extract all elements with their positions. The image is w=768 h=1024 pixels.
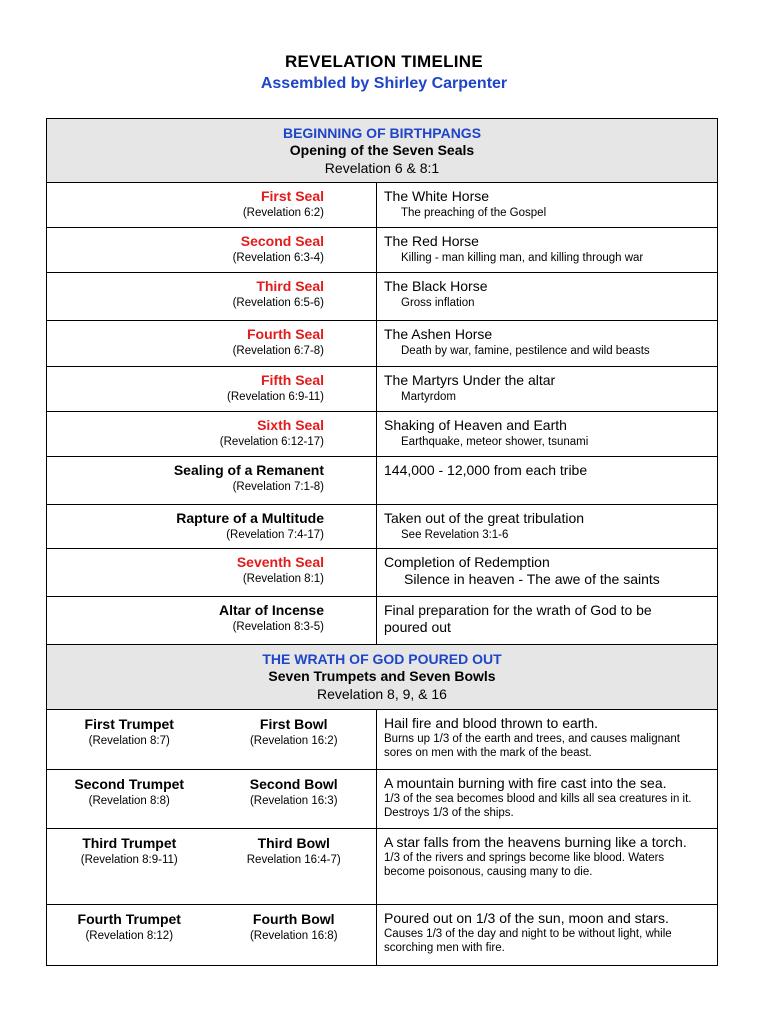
row-name: First Seal [260,188,324,204]
row-name: Third Seal [256,278,324,294]
row-description: Earthquake, meteor shower, tsunami [401,436,589,448]
table-row [47,597,717,645]
table-row [47,770,717,829]
row-title: A star falls from the heavens burning like a torch. [384,834,687,850]
table-row [47,273,717,321]
table-row [47,457,717,505]
trumpet-name: Third Trumpet [82,835,177,851]
section-reference: Revelation 6 & 8:1 [324,160,440,176]
table-row [47,829,717,905]
trumpet-name: Fourth Trumpet [77,911,181,927]
row-description: 1/3 of the rivers and springs become like blood. Waters become poisonous, causing many to die. [384,852,665,878]
row-title: The Ashen Horse [384,326,493,342]
row-name: Fourth Seal [246,326,324,342]
trumpet-reference: (Revelation 8:7) [88,735,170,747]
row-reference: (Revelation 6:9-11) [227,391,324,403]
row-reference: (Revelation 7:1-8) [232,481,324,493]
section-subheading: Opening of the Seven Seals [289,142,475,158]
table-row [47,505,717,549]
row-reference: (Revelation 6:2) [242,207,324,219]
row-name: Second Seal [240,233,324,249]
bowl-reference: (Revelation 16:8) [249,930,338,942]
row-reference: (Revelation 6:12-17) [219,436,324,448]
row-name: Altar of Incense [218,602,324,618]
row-title: Final preparation for the wrath of God to be poured out [384,602,652,635]
table-row [47,412,717,457]
row-title: Completion of Redemption [384,554,550,570]
row-description: Killing - man killing man, and killing through war [401,252,644,264]
row-title: Taken out of the great tribulation [384,510,585,526]
timeline-table [46,118,718,966]
row-description: 1/3 of the sea becomes blood and kills all sea creatures in it. Destroys 1/3 of the ships. [384,793,692,819]
row-title: Poured out on 1/3 of the sun, moon and stars. [384,910,669,926]
row-description: Gross inflation [401,297,475,309]
row-reference: (Revelation 8:3-5) [232,621,324,633]
row-description: Causes 1/3 of the day and night to be without light, while scorching men with fire. [384,928,672,954]
row-title: Hail fire and blood thrown to earth. [384,715,599,731]
section-subheading: Seven Trumpets and Seven Bowls [268,668,496,684]
trumpet-name: Second Trumpet [74,776,185,792]
row-reference: (Revelation 6:5-6) [232,297,324,309]
row-description: Burns up 1/3 of the earth and trees, and causes malignant sores on men with the mark of the beast. [384,733,680,759]
page-title: REVELATION TIMELINE [284,52,484,71]
row-description: Martyrdom [401,391,456,403]
section-heading: THE WRATH OF GOD POURED OUT [262,651,502,667]
table-row [47,321,717,367]
bowl-reference: (Revelation 16:3) [249,795,338,807]
row-name: Sixth Seal [257,417,324,433]
bowl-reference: Revelation 16:4-7) [246,854,341,866]
row-name: Sealing of a Remanent [173,462,324,478]
bowl-name: Fourth Bowl [252,911,335,927]
bowl-reference: (Revelation 16:2) [249,735,338,747]
trumpet-reference: (Revelation 8:12) [85,930,174,942]
table-row [47,905,717,965]
row-reference: (Revelation 6:3-4) [232,252,324,264]
section-header-seals [47,119,717,183]
row-description: The preaching of the Gospel [401,207,547,219]
row-reference: (Revelation 6:7-8) [232,345,324,357]
row-name: Fifth Seal [260,372,324,388]
row-description: See Revelation 3:1-6 [401,529,509,541]
row-title: Shaking of Heaven and Earth [384,417,567,433]
trumpet-reference: (Revelation 8:8) [88,795,170,807]
row-reference: (Revelation 8:1) [242,573,324,585]
section-reference: Revelation 8, 9, & 16 [317,686,447,702]
row-reference: (Revelation 7:4-17) [226,529,324,541]
row-name: Seventh Seal [236,554,324,570]
section-header-wrath [47,645,717,710]
bowl-name: First Bowl [259,716,328,732]
row-title: 144,000 - 12,000 from each tribe [384,462,588,478]
row-description: Silence in heaven - The awe of the saints [404,571,660,587]
trumpet-name: First Trumpet [84,716,174,732]
row-title: A mountain burning with fire cast into the sea. [384,775,667,791]
row-title: The Red Horse [384,233,479,249]
row-title: The Martyrs Under the altar [384,372,556,388]
page-subtitle: Assembled by Shirley Carpenter [260,75,508,92]
table-row [47,228,717,273]
table-row [47,367,717,412]
row-title: The White Horse [384,188,490,204]
trumpet-reference: (Revelation 8:9-11) [80,854,178,866]
row-name: Rapture of a Multitude [176,510,324,526]
row-description: Death by war, famine, pestilence and wild beasts [401,345,650,357]
table-row [47,183,717,228]
table-row [47,710,717,770]
bowl-name: Second Bowl [249,776,338,792]
bowl-name: Third Bowl [257,835,330,851]
row-title: The Black Horse [384,278,488,294]
section-heading: BEGINNING OF BIRTHPANGS [282,125,482,141]
table-row [47,549,717,597]
